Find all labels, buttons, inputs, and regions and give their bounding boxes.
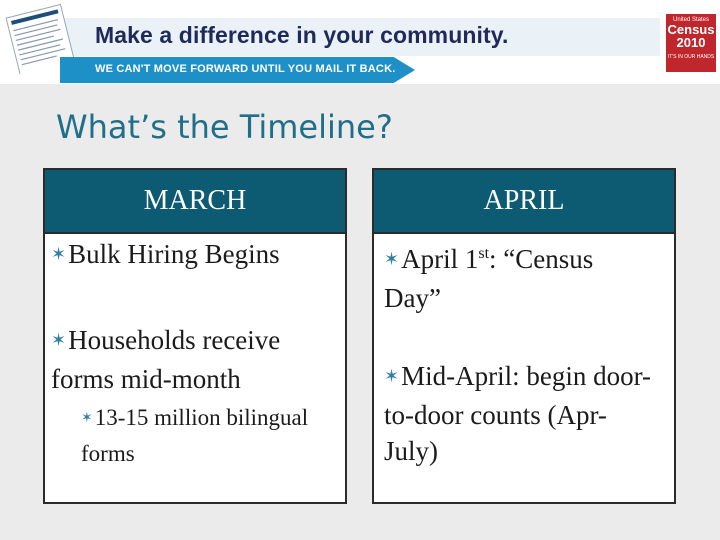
bullet-icon: ✶ — [51, 244, 67, 264]
april-column — [372, 168, 676, 504]
march-subitem-1 — [81, 402, 311, 470]
march-item-2-text: Households receive forms mid-month — [51, 325, 281, 394]
bullet-icon: ✶ — [51, 330, 67, 350]
april-item-2 — [384, 358, 654, 469]
april-heading: APRIL — [374, 170, 674, 234]
april-item-2-text: Mid-April: begin door-to-door counts (Apr-July) — [384, 361, 652, 466]
logo-line-3: 2010 — [676, 35, 706, 50]
sub-bullet-icon: ✶ — [81, 411, 93, 426]
march-heading: MARCH — [45, 170, 345, 234]
april-item-1-sup: st — [478, 245, 490, 262]
april-item-1-prefix: April 1 — [401, 244, 479, 274]
logo-line-2: Census — [667, 22, 715, 37]
march-subitem-1-text: 13-15 million bilingual forms — [81, 405, 309, 466]
bullet-icon: ✶ — [384, 249, 400, 269]
banner-headline: Make a difference in your community. — [95, 22, 509, 48]
banner-subline: WE CAN'T MOVE FORWARD UNTIL YOU MAIL IT BACK. — [95, 63, 396, 75]
slide-title: What’s the Timeline? — [56, 108, 393, 146]
march-item-1 — [51, 236, 345, 275]
april-item-1-suffix: : “Census Day” — [384, 244, 594, 313]
march-column — [43, 168, 347, 504]
census-2010-logo — [666, 14, 716, 72]
logo-line-1: United States — [672, 17, 710, 23]
march-item-2 — [51, 322, 345, 397]
logo-line-4: IT'S IN OUR HANDS — [667, 54, 715, 60]
april-item-1 — [384, 236, 654, 316]
march-item-1-text: Bulk Hiring Begins — [68, 239, 280, 269]
bullet-icon: ✶ — [384, 366, 400, 386]
banner — [0, 0, 720, 84]
